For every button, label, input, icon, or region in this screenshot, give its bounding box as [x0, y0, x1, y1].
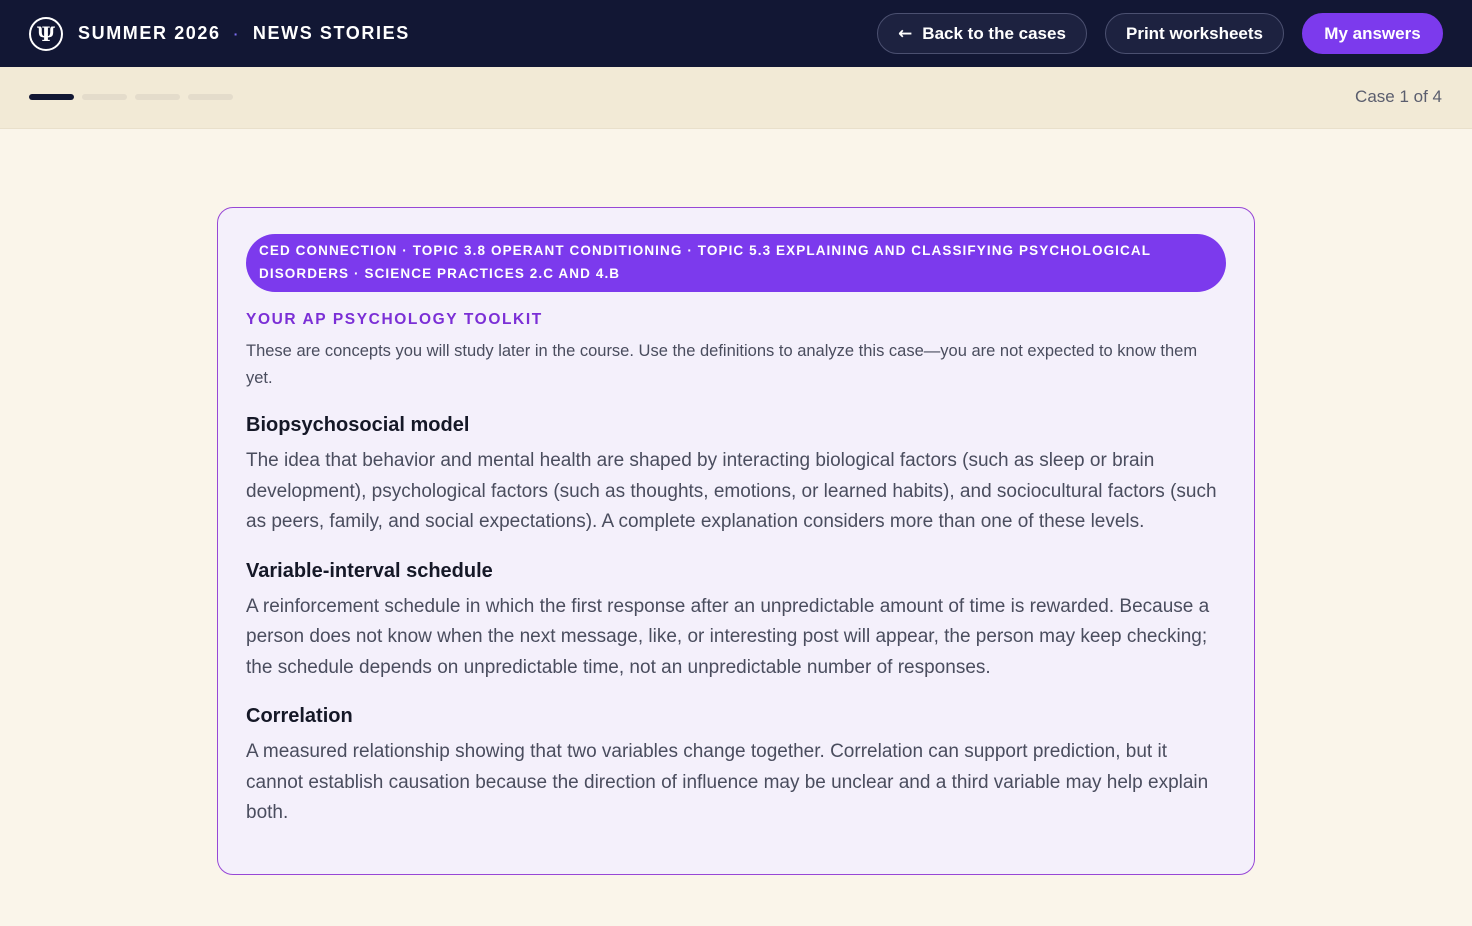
toolkit-intro: These are concepts you will study later in the course. Use the definitions to analyze this case—you are not expected to know them yet.	[246, 342, 1198, 387]
top-navigation-bar	[0, 0, 1472, 67]
progress-steps	[29, 94, 241, 100]
toolkit-card	[217, 207, 1255, 875]
title-separator: ·	[233, 25, 240, 42]
print-worksheets-button[interactable]	[1105, 13, 1284, 54]
term-biopsychosocial-model	[246, 414, 1226, 538]
term-definition: A measured relationship showing that two variables change together. Correlation can support prediction, but it cannot establish causation because the direction of influence may be unclear and a third variable may help explain both.	[246, 741, 1209, 823]
case-counter: Case 1 of 4	[1355, 87, 1442, 106]
ced-connection-banner: CED CONNECTION · TOPIC 3.8 OPERANT CONDITIONING · TOPIC 5.3 EXPLAINING AND CLASSIFYING PSYCHOLOGICAL DISORDERS · SCIENCE PRACTICES 2.C AND 4.B	[246, 234, 1226, 292]
header-actions	[877, 13, 1443, 54]
arrow-left-icon: ←	[898, 23, 913, 44]
print-worksheets-label: Print worksheets	[1126, 23, 1263, 43]
psi-logo-icon: Ψ	[29, 17, 63, 51]
progress-step-4	[188, 94, 233, 100]
term-variable-interval-schedule	[246, 560, 1226, 684]
term-title: Biopsychosocial model	[246, 414, 470, 436]
back-to-cases-button[interactable]	[877, 13, 1087, 54]
back-to-cases-label: Back to the cases	[922, 23, 1066, 43]
case-progress-bar	[0, 67, 1472, 129]
toolkit-heading: YOUR AP PSYCHOLOGY TOOLKIT	[246, 311, 543, 328]
site-title	[78, 23, 410, 44]
term-definition: A reinforcement schedule in which the first response after an unpredictable amount of time is rewarded. Because a person does not know when the next message, like, or interesting post will appear, the person may keep checking; the schedule depends on unpredictable time, not an unpredictable number of responses.	[246, 595, 1210, 678]
section-name: NEWS STORIES	[252, 23, 410, 43]
progress-step-1	[29, 94, 74, 100]
term-title: Correlation	[246, 705, 353, 727]
program-name: SUMMER 2026	[78, 23, 221, 43]
progress-step-2	[82, 94, 127, 100]
my-answers-label: My answers	[1324, 23, 1421, 43]
progress-step-3	[135, 94, 180, 100]
term-definition: The idea that behavior and mental health are shaped by interacting biological factors (such as sleep or brain development), psychological factors (such as thoughts, emotions, or learned habits), and sociocultural factors (such as peers, family, and social expectations). A complete explanation considers more than one of these levels.	[246, 450, 1217, 532]
term-title: Variable-interval schedule	[246, 559, 493, 582]
my-answers-button[interactable]	[1302, 13, 1443, 54]
term-correlation	[246, 705, 1226, 829]
